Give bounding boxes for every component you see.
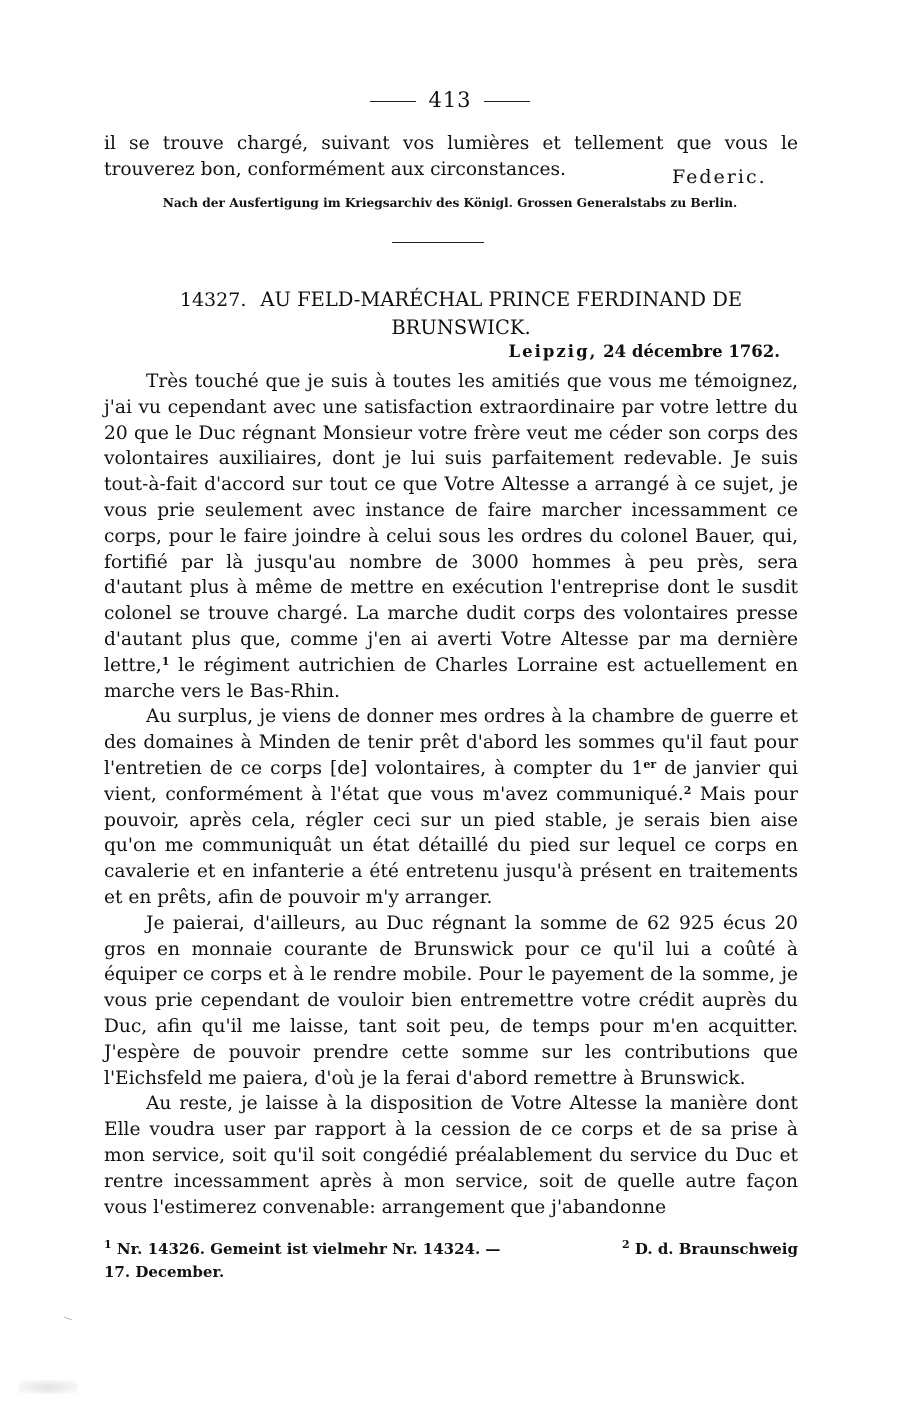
letter-heading [136,286,786,341]
letter-number: 14327. [179,289,247,311]
section-divider [392,242,484,243]
paragraph-1-text-b: le régiment autrichien de Charles Lorraine est actuellement en marche vers le Bas-Rhin. [104,654,798,702]
footnotes [104,1238,798,1284]
pencil-mark [64,1317,72,1321]
footnote-1-marker: 1 [104,1238,112,1251]
footnote-2-marker: 2 [622,1238,630,1251]
continuation-paragraph: il se trouve chargé, suivant vos lumières et tellement que vous le trouverez bon, conformément aux circonstances. [104,133,798,180]
footnote-2-text: D. d. Braunschweig [634,1240,798,1258]
ordinal-superscript: er [643,757,657,771]
letter-title: AU FELD-MARÉCHAL PRINCE FERDINAND DE BRUNSWICK. [260,288,743,339]
dateline-place: Leipzig, [508,342,598,361]
footnote-ref-1: 1 [161,654,170,668]
paragraph-1 [104,369,798,704]
source-note: Nach der Ausfertigung im Kriegsarchiv des Königl. Grossen Generalstabs zu Berlin. [162,196,738,210]
page-header [0,88,900,112]
footnote-2 [622,1238,798,1261]
paragraph-1-text-a: Très touché que je suis à toutes les amitiés que vous me témoignez, j'ai vu cependant avec une satisfaction extraordinaire par votre lettre du 20 que le Duc régnant Monsieur votre frère veut me céder son corps des volontaires auxiliaires, dont je lui suis parfaitement redevable. Je suis tout-à-fait d'accord sur tout ce que Votre Altesse a arrangé à ce sujet, je vous prie seulement avec instance de faire marcher incessamment ce corps, pour le faire joindre à celui sous les ordres du colonel Bauer, qui, fortifié par là jusqu'au nombre de 3000 hommes à peu près, sera d'autant plus à même de mettre en exécution l'entreprise dont le susdit colonel se trouve chargé. La marche dudit corps des volontaires presse d'autant plus que, comme j'en ai averti Votre Altesse par ma dernière lettre, [104,371,798,676]
scan-smudge [18,1380,78,1394]
dateline-date: 24 décembre 1762. [603,342,780,361]
footnote-ref-2: 2 [683,783,692,797]
dateline [0,342,780,361]
paragraph-2 [104,704,798,910]
footnote-2-continuation: 17. December. [104,1263,225,1281]
paragraph-2-text-b: de janvier qui vient, conformément à l'état que vous m'avez communiqué. [104,757,798,805]
paragraph-2-text-c: Mais pour pouvoir, après cela, régler ceci sur un pied stable, je serais bien aise qu'on me communiquât un état détaillé du pied sur lequel ce corps en cavalerie et en infanterie a été entretenu jusqu'à présent en traitements et en prêts, afin de pouvoir m'y arranger. [104,783,798,908]
footnote-1 [104,1240,500,1258]
header-dash-left [370,101,416,102]
header-dash-right [484,101,530,102]
paragraph-4: Au reste, je laisse à la disposition de Votre Altesse la manière dont Elle voudra user par rapport à la cession de ce corps et de sa prise à mon service, soit qu'il soit congédié préalablement du service du Duc et rentre incessamment après à mon service, soit de quelle autre façon vous l'estimerez convenable: arrangement que j'abandonne [104,1093,798,1218]
footnote-1-text: Nr. 14326. Gemeint ist vielmehr Nr. 14324. — [116,1240,501,1258]
page-number: 413 [428,88,472,112]
letter-body [104,369,798,1220]
paragraph-2-text-a: Au surplus, je viens de donner mes ordres à la chambre de guerre et des domaines à Minden de tenir prêt d'abord les sommes qu'il faut pour l'entretien de ce corps [de] volontaires, à compter du 1 [104,706,798,779]
signature: Federic. [672,166,767,188]
paragraph-3: Je paierai, d'ailleurs, au Duc régnant la somme de 62 925 écus 20 gros en monnaie courante de Brunswick pour ce qu'il lui a coûté à équiper ce corps et à le rendre mobile. Pour le payement de la somme, je vous prie cependant de vouloir bien entremettre votre crédit auprès du Duc, afin qu'il me laisse, tant soit peu, de temps pour m'en acquitter. J'espère de pouvoir prendre cette somme sur les contributions que l'Eichsfeld me paiera, d'où je la ferai d'abord remettre à Brunswick. [104,912,798,1089]
